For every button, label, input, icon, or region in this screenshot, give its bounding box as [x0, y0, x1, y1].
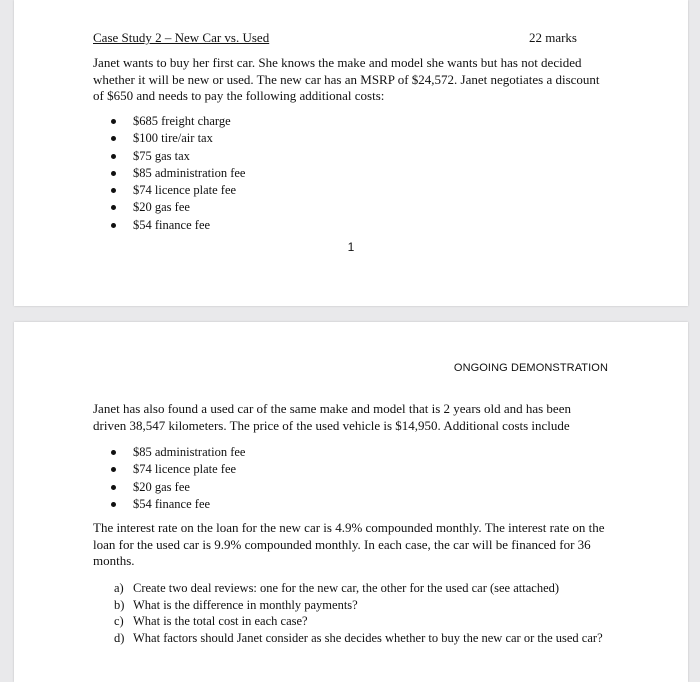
question-marker: b) — [114, 597, 125, 612]
list-item: $20 gas fee — [111, 479, 245, 496]
title-row — [93, 30, 577, 46]
bullet-icon — [111, 450, 116, 455]
list-item: $75 gas tax — [111, 148, 245, 165]
bullet-icon — [111, 119, 116, 124]
marks-label: 22 marks — [528, 30, 577, 45]
bullet-icon — [111, 205, 116, 210]
question-marker: d) — [114, 630, 125, 645]
question-text: What is the total cost in each case? — [133, 614, 308, 628]
document-page-1 — [14, 0, 688, 306]
question-marker: a) — [114, 581, 124, 595]
question-item — [114, 597, 614, 614]
bullet-icon — [111, 485, 116, 490]
list-item: $100 tire/air tax — [111, 130, 245, 147]
list-item: $85 administration fee — [111, 444, 245, 461]
question-text: What factors should Janet consider as she decides whether to buy the new car or the used car? — [133, 630, 603, 645]
question-item — [114, 613, 614, 630]
question-marker: c) — [114, 614, 124, 628]
bullet-icon — [111, 154, 116, 159]
question-item — [114, 630, 614, 647]
bullet-icon — [111, 502, 116, 507]
new-car-costs-list — [111, 113, 245, 234]
list-item: $54 finance fee — [111, 496, 245, 513]
questions-list — [114, 580, 614, 646]
list-item: $74 licence plate fee — [111, 461, 245, 478]
intro-paragraph: Janet wants to buy her first car. She knows the make and model she wants but has not decided whether it will be new or used. The new car has an MSRP of $24,572. Janet negotiates a discount of $650 and needs to pay the following additional costs: — [93, 55, 600, 103]
interest-paragraph: The interest rate on the loan for the new car is 4.9% compounded monthly. The interest rate on the loan for the used car is 9.9% compounded monthly. In each case, the car will be financed for 36 months. — [93, 520, 605, 568]
question-item — [114, 580, 614, 597]
used-car-paragraph: Janet has also found a used car of the same make and model that is 2 years old and has been driven 38,547 kilometers. The price of the used vehicle is $14,950. Additional costs include — [93, 401, 571, 433]
bullet-icon — [111, 188, 116, 193]
bullet-icon — [111, 171, 116, 176]
list-item: $20 gas fee — [111, 199, 245, 216]
list-item: $74 licence plate fee — [111, 182, 245, 199]
bullet-icon — [111, 136, 116, 141]
question-text: What is the difference in monthly payments? — [133, 597, 358, 612]
list-item: $685 freight charge — [111, 113, 245, 130]
list-item: $54 finance fee — [111, 217, 245, 234]
bullet-icon — [111, 467, 116, 472]
page-number: 1 — [347, 240, 355, 254]
question-text: Create two deal reviews: one for the new car, the other for the used car (see attached) — [133, 581, 560, 595]
list-item: $85 administration fee — [111, 165, 245, 182]
case-title: Case Study 2 – New Car vs. Used — [93, 30, 270, 45]
ongoing-demonstration-banner: ONGOING DEMONSTRATION — [453, 362, 608, 374]
used-car-costs-list — [111, 444, 245, 513]
document-page-2 — [14, 322, 688, 682]
bullet-icon — [111, 223, 116, 228]
